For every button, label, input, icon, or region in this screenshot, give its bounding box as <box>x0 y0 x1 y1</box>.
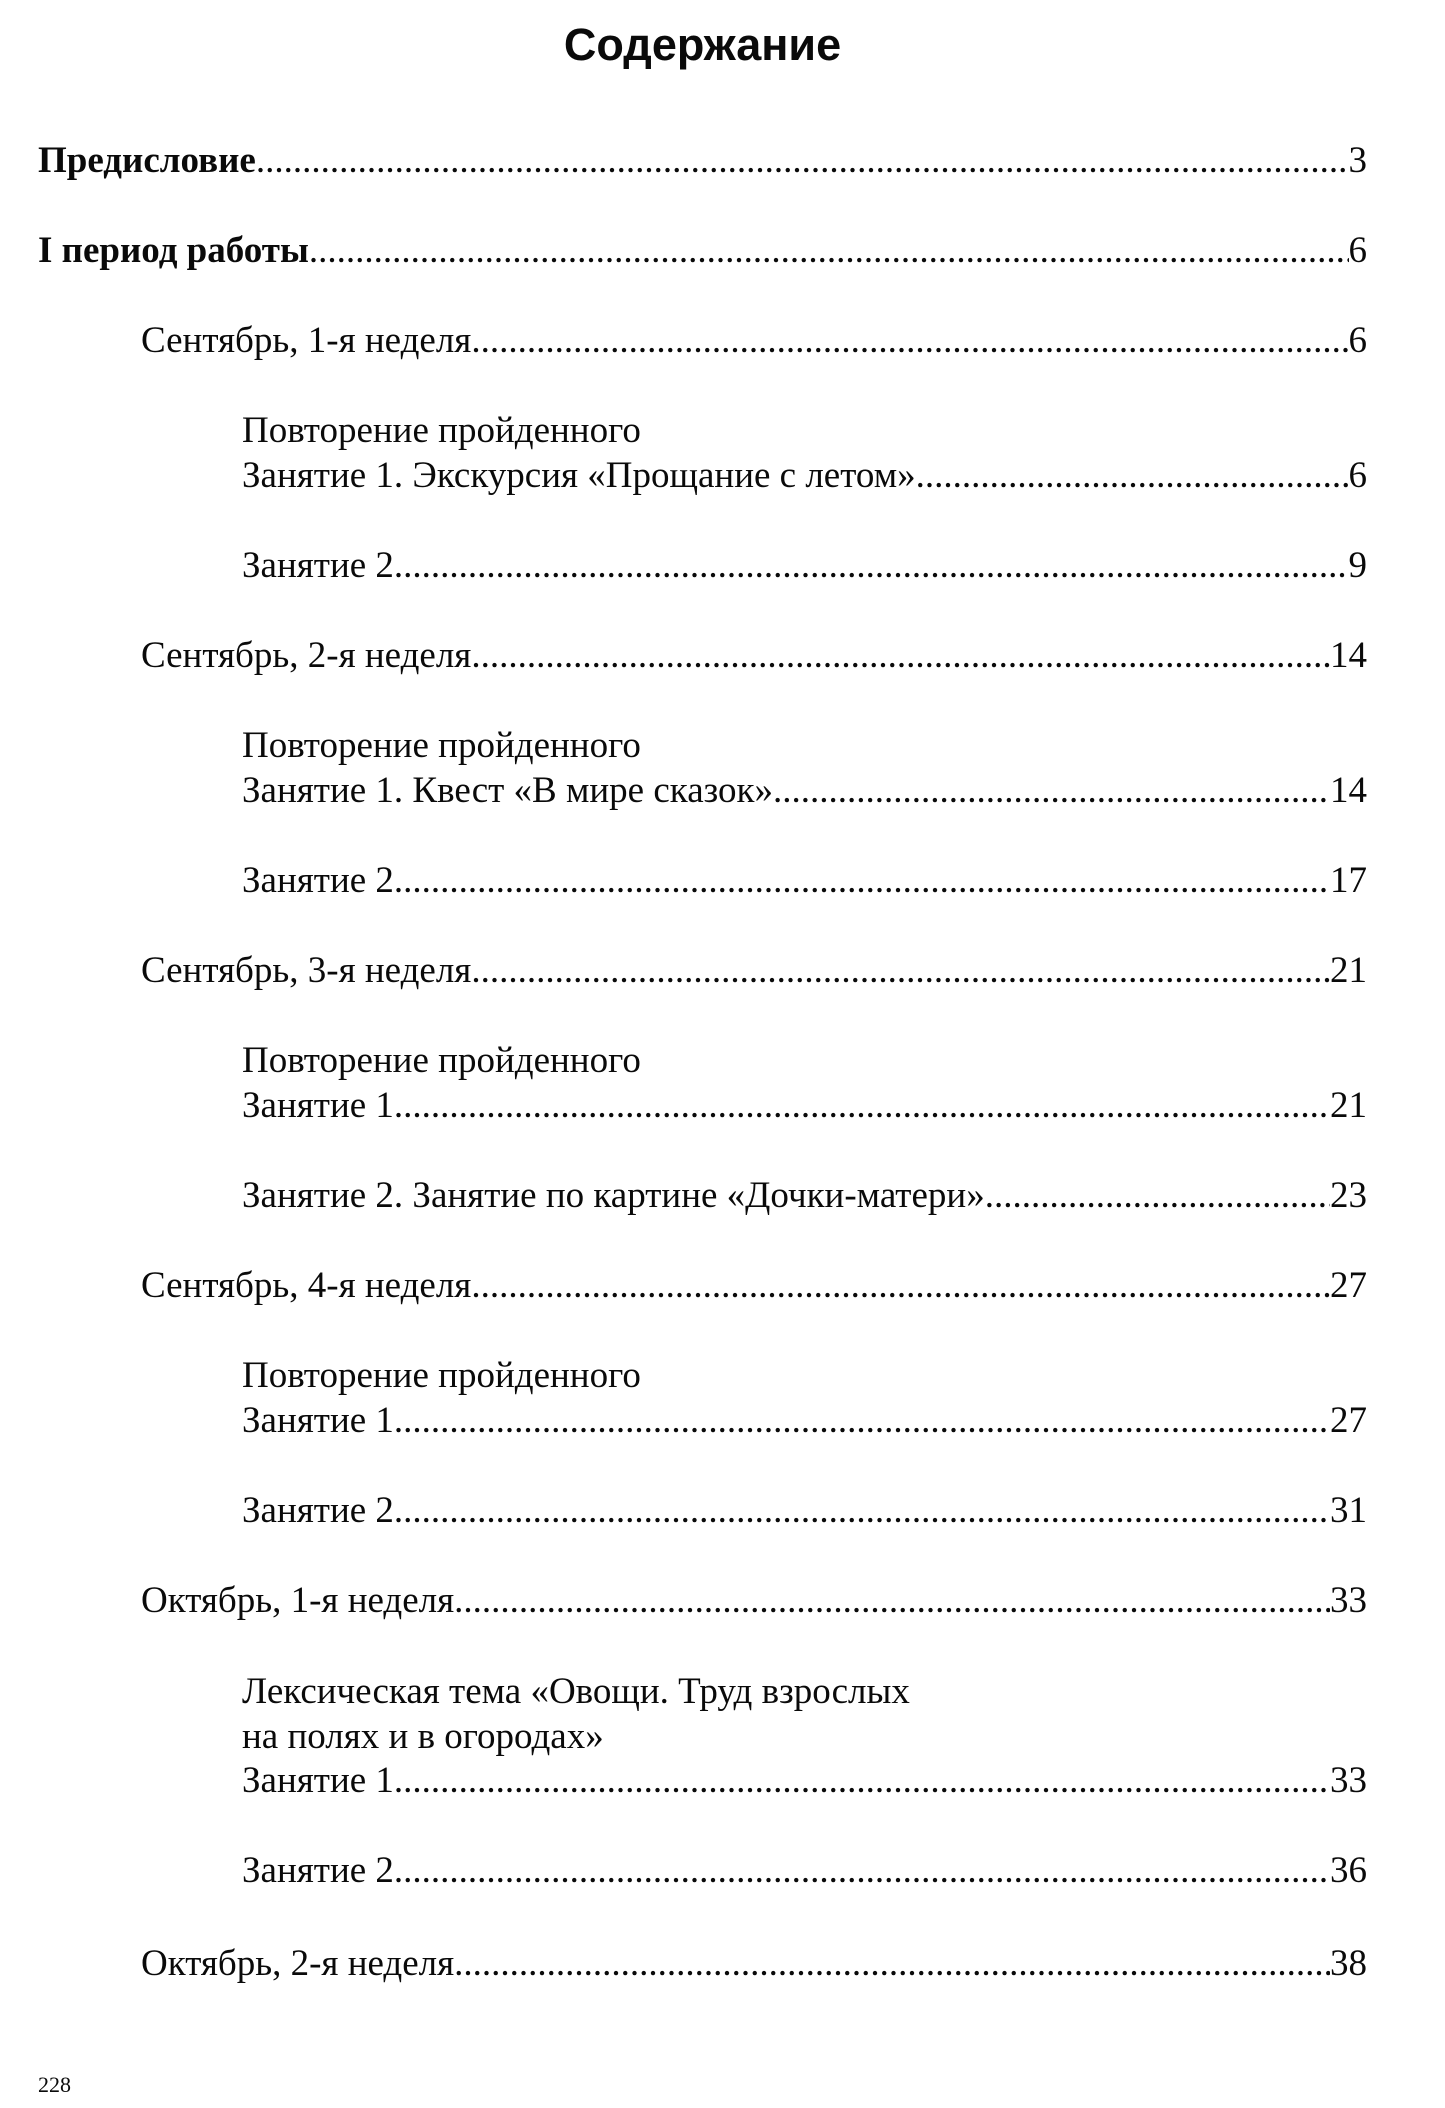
toc-entry-september-week-3[interactable] <box>141 948 1367 993</box>
dot-leader <box>394 543 1349 588</box>
page-title: Содержание <box>563 19 842 70</box>
toc-entry-october-week-1[interactable] <box>141 1578 1367 1623</box>
toc-entry-label: Занятие 2. Занятие по картине «Дочки-матери» <box>242 1175 985 1216</box>
dot-leader <box>309 228 1349 273</box>
toc-entry-label: Предисловие <box>38 140 256 181</box>
toc-entry-label: Занятие 2 <box>242 545 394 586</box>
toc-topic-heading: Повторение пройденного <box>242 1355 641 1396</box>
toc-entry-label: Занятие 1 <box>242 1760 394 1801</box>
toc-entry-page: 33 <box>1330 1760 1367 1801</box>
toc-entry-september-week-2[interactable] <box>141 633 1367 678</box>
toc-entry-label: Сентябрь, 4-я неделя <box>141 1265 472 1306</box>
toc-entry-page: 6 <box>1348 320 1367 361</box>
toc-entry-period-1[interactable] <box>38 228 1367 273</box>
toc-entry-page: 36 <box>1330 1850 1367 1891</box>
dot-leader <box>394 1758 1330 1803</box>
toc-entry-label: Сентябрь, 2-я неделя <box>141 635 472 676</box>
dot-leader <box>394 1848 1330 1893</box>
dot-leader <box>394 1398 1330 1443</box>
toc-topic-heading-continued: на полях и в огородах» <box>242 1716 604 1757</box>
toc-entry-page: 27 <box>1330 1265 1367 1306</box>
dot-leader <box>394 858 1330 903</box>
dot-leader <box>471 1263 1330 1308</box>
toc-entry-label: Сентябрь, 3-я неделя <box>141 950 472 991</box>
toc-topic-heading: Повторение пройденного <box>242 410 641 451</box>
dot-leader <box>454 1578 1330 1623</box>
toc-entry-label: Занятие 1. Квест «В мире сказок» <box>242 770 773 811</box>
toc-entry-page: 33 <box>1330 1580 1367 1621</box>
toc-topic-heading: Повторение пройденного <box>242 1040 641 1081</box>
toc-entry-page: 6 <box>1348 455 1367 496</box>
toc-entry-page: 6 <box>1348 230 1367 271</box>
toc-entry-lesson[interactable] <box>242 1173 1367 1218</box>
toc-entry-page: 9 <box>1348 545 1367 586</box>
toc-entry-september-week-4[interactable] <box>141 1263 1367 1308</box>
toc-entry-page: 17 <box>1330 860 1367 901</box>
toc-entry-lesson[interactable] <box>242 1398 1367 1443</box>
dot-leader <box>256 138 1349 183</box>
toc-entry-september-week-1[interactable] <box>141 318 1367 363</box>
toc-entry-preface[interactable] <box>38 138 1367 183</box>
toc-entry-label: Занятие 1 <box>242 1085 394 1126</box>
toc-entry-page: 38 <box>1330 1943 1367 1984</box>
toc-entry-label: Сентябрь, 1-я неделя <box>141 320 472 361</box>
page-number: 228 <box>38 2072 71 2097</box>
toc-entry-label: Занятие 1. Экскурсия «Прощание с летом» <box>242 455 916 496</box>
toc-entry-label: Занятие 2 <box>242 1850 394 1891</box>
toc-topic-heading: Повторение пройденного <box>242 725 641 766</box>
dot-leader <box>471 948 1330 993</box>
toc-entry-lesson[interactable] <box>242 543 1367 588</box>
toc-entry-lesson[interactable] <box>242 1848 1367 1893</box>
toc-entry-page: 27 <box>1330 1400 1367 1441</box>
dot-leader <box>454 1941 1330 1986</box>
toc-entry-page: 21 <box>1330 1085 1367 1126</box>
toc-entry-label: Занятие 2 <box>242 860 394 901</box>
dot-leader <box>471 318 1348 363</box>
toc-entry-lesson[interactable] <box>242 453 1367 498</box>
toc-entry-label: Октябрь, 1-я неделя <box>141 1580 455 1621</box>
toc-entry-label: Занятие 2 <box>242 1490 394 1531</box>
toc-entry-october-week-2[interactable] <box>141 1941 1367 1986</box>
toc-entry-lesson[interactable] <box>242 1488 1367 1533</box>
toc-entry-label: I период работы <box>38 230 309 271</box>
dot-leader <box>394 1083 1330 1128</box>
dot-leader <box>394 1488 1330 1533</box>
toc-entry-page: 31 <box>1330 1490 1367 1531</box>
toc-topic-heading: Лексическая тема «Овощи. Труд взрослых <box>242 1671 910 1712</box>
dot-leader <box>916 453 1349 498</box>
toc-entry-page: 14 <box>1330 770 1367 811</box>
toc-entry-label: Октябрь, 2-я неделя <box>141 1943 455 1984</box>
toc-entry-lesson[interactable] <box>242 1758 1367 1803</box>
toc-entry-lesson[interactable] <box>242 768 1367 813</box>
dot-leader <box>773 768 1330 813</box>
toc-entry-page: 3 <box>1348 140 1367 181</box>
dot-leader <box>985 1173 1330 1218</box>
toc-entry-lesson[interactable] <box>242 1083 1367 1128</box>
dot-leader <box>471 633 1330 678</box>
toc-entry-page: 23 <box>1330 1175 1367 1216</box>
toc-entry-page: 21 <box>1330 950 1367 991</box>
toc-entry-page: 14 <box>1330 635 1367 676</box>
toc-entry-lesson[interactable] <box>242 858 1367 903</box>
toc-entry-label: Занятие 1 <box>242 1400 394 1441</box>
